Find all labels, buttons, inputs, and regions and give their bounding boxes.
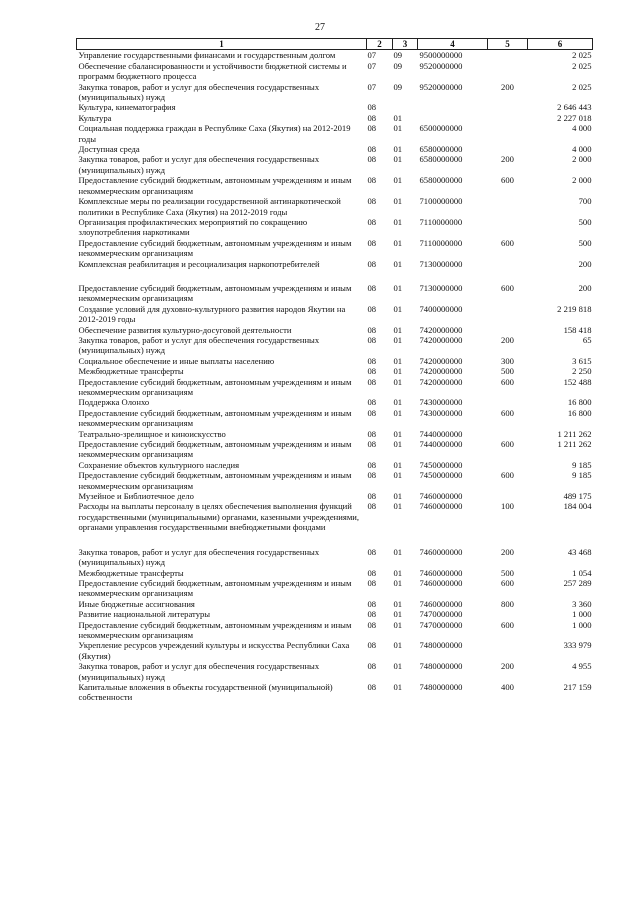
- row-spacer-cell: [77, 533, 593, 547]
- table-row: [77, 356, 593, 366]
- row-expense-type: 600: [501, 439, 514, 450]
- row-subsection: 09: [393, 81, 403, 92]
- row-expense-type: 500: [501, 567, 514, 578]
- table-row: [77, 640, 593, 661]
- table-row: [77, 217, 593, 238]
- table-row: [77, 123, 593, 144]
- row-target-code: 9520000000: [419, 60, 463, 71]
- row-section: 08: [367, 154, 377, 165]
- row-name: Обеспечение развития культурно-досуговой деятельности: [78, 324, 292, 335]
- table-row: [77, 397, 593, 407]
- table-row: [77, 661, 593, 682]
- row-subsection: 01: [393, 661, 403, 672]
- row-target-code: 7460000000: [419, 598, 463, 609]
- row-subsection: 01: [393, 258, 403, 269]
- table-row: [77, 50, 593, 61]
- row-section: 08: [367, 102, 377, 113]
- row-name: Доступная среда: [78, 144, 140, 155]
- row-amount: 333 979: [563, 640, 592, 651]
- row-section: 08: [367, 491, 377, 502]
- row-amount: 2 219 818: [557, 303, 592, 314]
- page-number: 27: [315, 22, 325, 33]
- table-row: [77, 568, 593, 578]
- row-name: Развитие национальной литературы: [78, 609, 211, 620]
- column-header-2: 2: [367, 39, 393, 50]
- row-target-code: 7420000000: [419, 376, 463, 387]
- row-name: Создание условий для духовно-культурного развития народов Якутии на 2012-2019 годы: [78, 303, 346, 325]
- row-section: 08: [367, 196, 377, 207]
- row-target-code: 7420000000: [419, 366, 463, 377]
- row-name: Предоставление субсидий бюджетным, автономным учреждениям и иным некоммерческим организациям: [78, 376, 352, 397]
- row-amount: 2 000: [572, 175, 592, 186]
- row-expense-type: 600: [501, 175, 514, 186]
- table-body: [77, 50, 593, 703]
- row-target-code: 6580000000: [419, 175, 463, 186]
- table-header-row: [77, 39, 593, 50]
- row-target-code: 6580000000: [419, 144, 463, 155]
- row-subsection: 01: [393, 439, 403, 450]
- row-section: 08: [367, 681, 377, 692]
- row-subsection: 09: [393, 60, 403, 71]
- row-subsection: 01: [393, 216, 403, 227]
- row-expense-type: [488, 325, 528, 335]
- row-expense-type: 600: [501, 376, 514, 387]
- row-name: Театрально-зрелищное и киноискусство: [78, 428, 226, 439]
- budget-table: [76, 38, 593, 703]
- row-target-code: 7420000000: [419, 334, 463, 345]
- row-name: Предоставление субсидий бюджетным, автономным учреждениям и иным некоммерческим организациям: [78, 237, 352, 259]
- row-section: 07: [367, 60, 377, 71]
- row-target-code: 7450000000: [419, 470, 463, 481]
- row-target-code: 7400000000: [419, 303, 463, 314]
- table-row: [77, 325, 593, 335]
- row-amount: 1 211 262: [557, 439, 592, 450]
- table-row: [77, 144, 593, 154]
- row-subsection: 01: [393, 459, 403, 470]
- row-expense-type: [488, 123, 528, 144]
- row-name: Комплексные меры по реализации государственной антинаркотической политики в Республике Саха (Якутия) на 2012-2019 годы: [78, 196, 341, 217]
- row-amount: 500: [578, 237, 592, 248]
- row-name: Межбюджетные трансферты: [78, 567, 184, 578]
- table-row: [77, 439, 593, 460]
- row-name: Сохранение объектов культурного наследия: [78, 459, 240, 470]
- row-amount: 2 646 443: [557, 102, 592, 113]
- row-section: 08: [367, 640, 377, 651]
- row-amount: 16 800: [567, 397, 592, 408]
- row-subsection: 01: [393, 123, 403, 134]
- row-target-code: 7420000000: [419, 324, 463, 335]
- column-header-3: 3: [393, 39, 418, 50]
- row-subsection: 01: [393, 175, 403, 186]
- row-target-code: 7470000000: [419, 609, 463, 620]
- row-target-code: 7480000000: [419, 661, 463, 672]
- table-row: [77, 429, 593, 439]
- row-subsection: 01: [393, 567, 403, 578]
- row-amount: 2 250: [572, 366, 592, 377]
- row-section: 07: [367, 50, 377, 61]
- row-expense-type: [488, 113, 528, 123]
- row-target-code: 9520000000: [419, 81, 463, 92]
- row-expense-type: [488, 50, 528, 61]
- row-section: 08: [367, 661, 377, 672]
- row-section: 08: [367, 258, 377, 269]
- row-amount: 2 227 018: [557, 112, 592, 123]
- row-name: Поддержка Олонхо: [78, 397, 150, 408]
- row-name: Межбюджетные трансферты: [78, 366, 184, 377]
- row-expense-type: [488, 196, 528, 217]
- row-name: Закупка товаров, работ и услуг для обеспечения государственных (муниципальных) нужд: [78, 154, 320, 175]
- row-amount: 2 025: [572, 60, 592, 71]
- row-name: Расходы на выплаты персоналу в целях обеспечения выполнения функций государственными (муниципальными) органами, казенными учреждениями, органами управления государственными внебюджетными фондами: [78, 501, 360, 533]
- row-subsection: 01: [393, 282, 403, 293]
- row-amount: 43 468: [567, 546, 592, 557]
- row-section: 08: [367, 175, 377, 186]
- row-spacer-cell: [77, 269, 593, 283]
- row-subsection: 01: [393, 577, 403, 588]
- row-section: 08: [367, 282, 377, 293]
- row-name: Управление государственными финансами и государственным долгом: [78, 50, 336, 61]
- row-target-code: 7110000000: [419, 237, 463, 248]
- row-expense-type: 600: [501, 470, 514, 481]
- table-row: [77, 175, 593, 196]
- row-subsection: 01: [393, 619, 403, 630]
- row-amount: 4 000: [572, 123, 592, 134]
- row-target-code: 7460000000: [419, 501, 463, 512]
- table-row: [77, 154, 593, 175]
- row-amount: 184 004: [563, 501, 592, 512]
- row-amount: 1 054: [572, 567, 592, 578]
- row-expense-type: [488, 259, 528, 269]
- table-row: [77, 501, 593, 532]
- row-expense-type: [488, 217, 528, 238]
- row-amount: 3 360: [572, 598, 592, 609]
- row-subsection: 01: [393, 598, 403, 609]
- table-row: [77, 460, 593, 470]
- row-expense-type: [488, 429, 528, 439]
- row-amount: 700: [578, 196, 592, 207]
- row-subsection: 01: [393, 237, 403, 248]
- row-amount: 1 000: [572, 619, 592, 630]
- row-subsection: 01: [393, 112, 403, 123]
- row-section: 08: [367, 376, 377, 387]
- row-amount: 200: [578, 282, 592, 293]
- row-name: Закупка товаров, работ и услуг для обеспечения государственных (муниципальных) нужд: [78, 334, 320, 356]
- row-section: 08: [367, 609, 377, 620]
- row-target-code: 7110000000: [419, 216, 463, 227]
- row-expense-type: [488, 609, 528, 619]
- row-target-code: 7480000000: [419, 640, 463, 651]
- row-expense-type: 200: [501, 546, 514, 557]
- row-subsection: 01: [393, 154, 403, 165]
- row-target-code: 7460000000: [419, 546, 463, 557]
- column-header-4: 4: [418, 39, 488, 50]
- row-target-code: 6500000000: [419, 123, 463, 134]
- row-target-code: 7430000000: [419, 407, 463, 418]
- row-name: Предоставление субсидий бюджетным, автономным учреждениям и иным некоммерческим организациям: [78, 577, 352, 599]
- table-row: [77, 304, 593, 325]
- column-header-1: 1: [77, 39, 367, 50]
- row-section: 08: [367, 501, 377, 512]
- row-section: 08: [367, 598, 377, 609]
- row-section: 08: [367, 366, 377, 377]
- row-amount: 1 211 262: [557, 428, 592, 439]
- row-target-code: 9500000000: [419, 50, 463, 61]
- row-section: 08: [367, 577, 377, 588]
- row-section: 08: [367, 546, 377, 557]
- row-section: 08: [367, 567, 377, 578]
- row-amount: 200: [578, 258, 592, 269]
- row-expense-type: 400: [501, 681, 514, 692]
- row-name: Закупка товаров, работ и услуг для обеспечения государственных (муниципальных) нужд: [78, 546, 320, 568]
- row-expense-type: 200: [501, 661, 514, 672]
- row-target-code: 7440000000: [419, 428, 463, 439]
- row-section: 08: [367, 237, 377, 248]
- row-expense-type: 600: [501, 282, 514, 293]
- row-name: Предоставление субсидий бюджетным, автономным учреждениям и иным некоммерческим организациям: [78, 407, 352, 429]
- row-subsection: 01: [393, 428, 403, 439]
- row-amount: 65: [582, 334, 592, 345]
- row-amount: 2 025: [572, 81, 592, 92]
- row-expense-type: 600: [501, 407, 514, 418]
- row-expense-type: [488, 102, 528, 112]
- row-name: Организация профилактических мероприятий по сокращению злоупотребления наркотиками: [78, 216, 308, 238]
- row-section: 08: [367, 470, 377, 481]
- row-subsection: 01: [393, 196, 403, 207]
- row-target-code: 6580000000: [419, 154, 463, 165]
- row-name: Комплексная реабилитация и ресоциализация наркопотребителей: [78, 258, 320, 269]
- row-section: 08: [367, 216, 377, 227]
- table-row: [77, 61, 593, 82]
- row-expense-type: 500: [501, 366, 514, 377]
- row-target-code: 7480000000: [419, 681, 463, 692]
- row-section: 08: [367, 397, 377, 408]
- row-section: 08: [367, 303, 377, 314]
- row-expense-type: [488, 491, 528, 501]
- row-name: Укрепление ресурсов учреждений культуры и искусства Республики Саха (Якутия): [78, 640, 350, 661]
- table-row: [77, 238, 593, 259]
- row-expense-type: 600: [501, 237, 514, 248]
- row-expense-type: 600: [501, 619, 514, 630]
- row-name: Предоставление субсидий бюджетным, автономным учреждениям и иным некоммерческим организациям: [78, 282, 352, 304]
- row-section: 08: [367, 459, 377, 470]
- row-amount: 500: [578, 216, 592, 227]
- row-name: Капитальные вложения в объекты государственной (муниципальной) собственности: [78, 681, 333, 703]
- row-expense-type: 100: [501, 501, 514, 512]
- row-amount: 257 289: [563, 577, 592, 588]
- row-target-code: 7450000000: [419, 459, 463, 470]
- row-subsection: [393, 102, 418, 112]
- table-row: [77, 620, 593, 641]
- row-target-code: 7420000000: [419, 355, 463, 366]
- row-target-code: 7430000000: [419, 397, 463, 408]
- row-expense-type: [488, 640, 528, 661]
- row-name: Социальная поддержка граждан в Республике Саха (Якутия) на 2012-2019 годы: [78, 123, 351, 144]
- row-section: 08: [367, 334, 377, 345]
- row-expense-type: 200: [501, 154, 514, 165]
- row-name: Социальное обеспечение и иные выплаты населению: [78, 355, 275, 366]
- row-subsection: 01: [393, 407, 403, 418]
- row-expense-type: 800: [501, 598, 514, 609]
- row-subsection: 01: [393, 334, 403, 345]
- row-section: 08: [367, 324, 377, 335]
- row-name: Культура, кинематография: [78, 102, 176, 113]
- row-subsection: 01: [393, 681, 403, 692]
- row-subsection: 01: [393, 501, 403, 512]
- row-amount: 158 418: [563, 324, 592, 335]
- row-section: 08: [367, 439, 377, 450]
- row-target-code: 7460000000: [419, 577, 463, 588]
- table-row: [77, 682, 593, 703]
- row-subsection: 01: [393, 324, 403, 335]
- row-name: Предоставление субсидий бюджетным, автономным учреждениям и иным некоммерческим организациям: [78, 619, 352, 640]
- row-expense-type: [488, 144, 528, 154]
- row-subsection: 01: [393, 640, 403, 651]
- row-subsection: 01: [393, 303, 403, 314]
- table-row: [77, 102, 593, 112]
- row-subsection: 01: [393, 491, 403, 502]
- row-amount: 16 800: [567, 407, 592, 418]
- row-amount: 3 615: [572, 355, 592, 366]
- table-row: [77, 335, 593, 356]
- row-subsection: 01: [393, 144, 403, 155]
- column-header-5: 5: [488, 39, 528, 50]
- table-row: [77, 491, 593, 501]
- row-spacer: [77, 269, 593, 283]
- row-amount: 4 955: [572, 661, 592, 672]
- row-amount: 1 000: [572, 609, 592, 620]
- row-spacer: [77, 533, 593, 547]
- row-name: Предоставление субсидий бюджетным, автономным учреждениям и иным некоммерческим организациям: [78, 175, 352, 196]
- row-subsection: 01: [393, 470, 403, 481]
- table-row: [77, 609, 593, 619]
- row-section: 08: [367, 407, 377, 418]
- row-expense-type: [488, 61, 528, 82]
- row-amount: 9 185: [572, 470, 592, 481]
- row-expense-type: 600: [501, 577, 514, 588]
- table-row: [77, 578, 593, 599]
- row-expense-type: 200: [501, 334, 514, 345]
- row-name: Музейное и Библиотечное дело: [78, 491, 194, 502]
- row-section: 08: [367, 123, 377, 134]
- row-target-code: 7460000000: [419, 491, 463, 502]
- row-target-code: 7130000000: [419, 282, 463, 293]
- row-section: 08: [367, 144, 377, 155]
- row-target-code: 7440000000: [419, 439, 463, 450]
- table-row: [77, 547, 593, 568]
- row-name: Предоставление субсидий бюджетным, автономным учреждениям и иным некоммерческим организациям: [78, 470, 352, 491]
- row-target-code: 7130000000: [419, 258, 463, 269]
- table-row: [77, 113, 593, 123]
- row-section: 08: [367, 619, 377, 630]
- row-name: Обеспечение сбалансированности и устойчивости бюджетной системы и программ бюджетного процесса: [78, 60, 347, 82]
- table-row: [77, 366, 593, 376]
- row-subsection: 01: [393, 355, 403, 366]
- row-expense-type: 200: [501, 81, 514, 92]
- row-target-code: [418, 113, 488, 123]
- row-amount: 217 159: [563, 681, 592, 692]
- row-target-code: 7470000000: [419, 619, 463, 630]
- row-target-code: 7100000000: [419, 196, 463, 207]
- row-section: 07: [367, 81, 377, 92]
- row-subsection: 01: [393, 376, 403, 387]
- column-header-6: 6: [528, 39, 593, 50]
- row-amount: 489 175: [563, 491, 592, 502]
- row-subsection: 09: [393, 50, 403, 61]
- row-name: Культура: [78, 112, 112, 123]
- row-name: Предоставление субсидий бюджетным, автономным учреждениям и иным некоммерческим организациям: [78, 439, 352, 460]
- row-subsection: 01: [393, 546, 403, 557]
- row-subsection: 01: [393, 609, 403, 620]
- row-name: Иные бюджетные ассигнования: [78, 598, 195, 609]
- row-expense-type: [488, 460, 528, 470]
- row-target-code: 7460000000: [419, 567, 463, 578]
- row-expense-type: [488, 397, 528, 407]
- row-section: 08: [367, 428, 377, 439]
- table-row: [77, 283, 593, 304]
- row-section: 08: [367, 112, 377, 123]
- row-amount: 152 488: [563, 376, 592, 387]
- row-expense-type: [488, 304, 528, 325]
- table-row: [77, 408, 593, 429]
- table-row: [77, 196, 593, 217]
- row-amount: 2 025: [572, 50, 592, 61]
- table-row: [77, 599, 593, 609]
- row-amount: 9 185: [572, 459, 592, 470]
- table-row: [77, 377, 593, 398]
- table-row: [77, 259, 593, 269]
- row-subsection: 01: [393, 397, 403, 408]
- row-section: 08: [367, 355, 377, 366]
- row-name: Закупка товаров, работ и услуг для обеспечения государственных (муниципальных) нужд: [78, 661, 320, 682]
- row-amount: 4 000: [572, 144, 592, 155]
- row-expense-type: 300: [501, 355, 514, 366]
- row-target-code: [418, 102, 488, 112]
- row-amount: 2 000: [572, 154, 592, 165]
- row-name: Закупка товаров, работ и услуг для обеспечения государственных (муниципальных) нужд: [78, 81, 320, 103]
- table-row: [77, 82, 593, 103]
- row-subsection: 01: [393, 366, 403, 377]
- table-row: [77, 470, 593, 491]
